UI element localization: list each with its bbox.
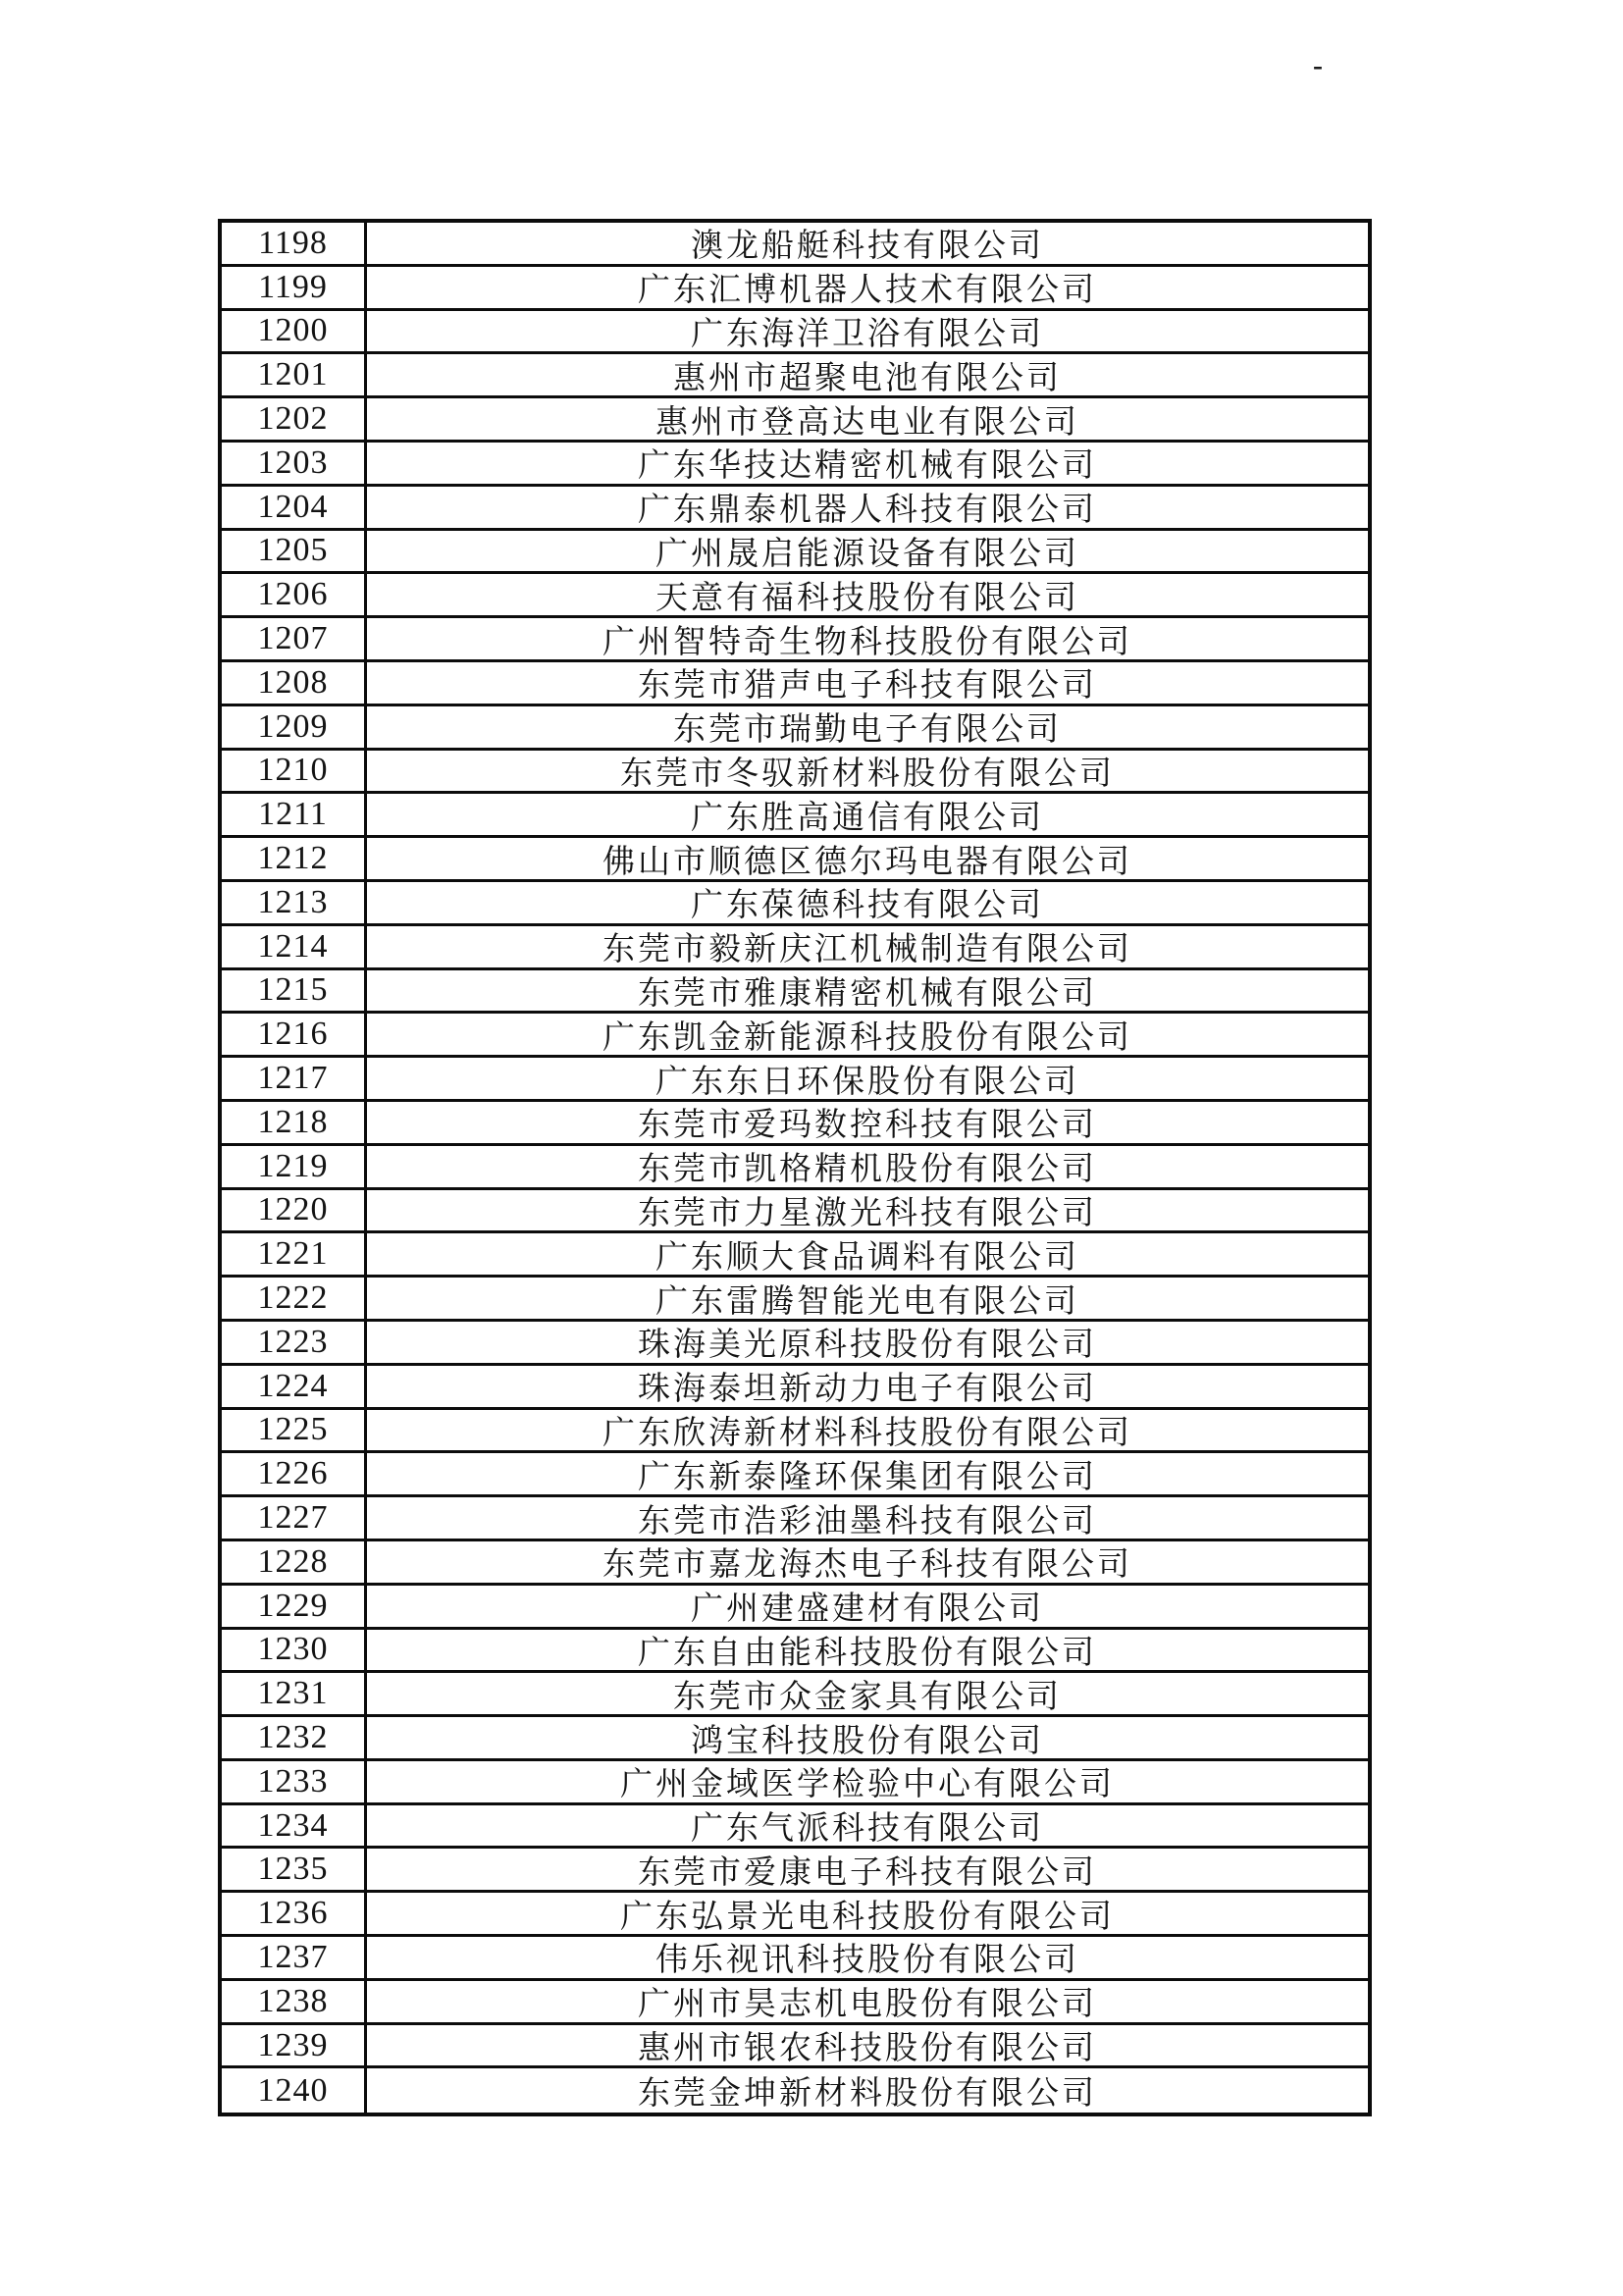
row-number: 1227 bbox=[257, 1499, 329, 1536]
company-name-cell bbox=[367, 443, 1368, 484]
table-row bbox=[222, 1761, 1368, 1805]
company-name: 惠州市银农科技股份有限公司 bbox=[638, 2031, 1097, 2067]
table-row bbox=[222, 1717, 1368, 1761]
row-number-cell bbox=[222, 706, 367, 748]
company-name: 澳龙船艇科技有限公司 bbox=[691, 229, 1044, 265]
company-name: 东莞市众金家具有限公司 bbox=[673, 1679, 1062, 1715]
company-name-cell bbox=[367, 1586, 1368, 1627]
company-name: 广东汇博机器人技术有限公司 bbox=[638, 273, 1097, 309]
table-row bbox=[222, 398, 1368, 443]
row-number: 1219 bbox=[257, 1147, 329, 1184]
company-name: 广州建盛建材有限公司 bbox=[691, 1592, 1044, 1628]
row-number-cell bbox=[222, 1410, 367, 1451]
table-row bbox=[222, 1410, 1368, 1454]
table-row bbox=[222, 1233, 1368, 1278]
company-name: 东莞市毅新庆江机械制造有限公司 bbox=[602, 932, 1132, 968]
row-number-cell bbox=[222, 223, 367, 264]
row-number: 1231 bbox=[257, 1675, 329, 1712]
row-number: 1237 bbox=[257, 1938, 329, 1975]
company-name-cell bbox=[367, 223, 1368, 264]
row-number: 1200 bbox=[257, 312, 329, 349]
table-row bbox=[222, 618, 1368, 662]
company-name-cell bbox=[367, 882, 1368, 923]
row-number: 1225 bbox=[257, 1411, 329, 1448]
table-row bbox=[222, 1805, 1368, 1850]
table-row bbox=[222, 1366, 1368, 1410]
row-number: 1215 bbox=[257, 971, 329, 1009]
table-row bbox=[222, 1453, 1368, 1497]
row-number-cell bbox=[222, 1761, 367, 1802]
company-name-cell bbox=[367, 1322, 1368, 1363]
company-name: 广东葆德科技有限公司 bbox=[691, 888, 1044, 924]
row-number: 1238 bbox=[257, 1982, 329, 2019]
row-number-cell bbox=[222, 1058, 367, 1099]
company-name-cell bbox=[367, 1717, 1368, 1758]
company-name-cell bbox=[367, 838, 1368, 879]
row-number-cell bbox=[222, 1586, 367, 1627]
table-row bbox=[222, 1146, 1368, 1190]
row-number-cell bbox=[222, 1014, 367, 1055]
table-row bbox=[222, 487, 1368, 531]
table-row bbox=[222, 1058, 1368, 1102]
table-row bbox=[222, 267, 1368, 311]
company-name: 东莞市猎声电子科技有限公司 bbox=[638, 668, 1097, 704]
row-number: 1232 bbox=[257, 1718, 329, 1755]
table-row bbox=[222, 838, 1368, 882]
company-name-cell bbox=[367, 2068, 1368, 2113]
company-name-cell bbox=[367, 1233, 1368, 1275]
company-name-cell bbox=[367, 970, 1368, 1012]
company-name: 广东顺大食品调料有限公司 bbox=[655, 1239, 1079, 1276]
row-number: 1198 bbox=[258, 224, 328, 261]
row-number: 1220 bbox=[257, 1191, 329, 1228]
row-number-cell bbox=[222, 662, 367, 704]
table-row bbox=[222, 1981, 1368, 2025]
row-number-cell bbox=[222, 1541, 367, 1583]
row-number: 1230 bbox=[257, 1631, 329, 1668]
company-name: 广州市昊志机电股份有限公司 bbox=[638, 1987, 1097, 2023]
table-row bbox=[222, 1102, 1368, 1146]
table-row bbox=[222, 1014, 1368, 1058]
row-number-cell bbox=[222, 311, 367, 352]
company-name: 天意有福科技股份有限公司 bbox=[655, 580, 1079, 616]
row-number-cell bbox=[222, 531, 367, 572]
row-number-cell bbox=[222, 1322, 367, 1363]
row-number: 1229 bbox=[257, 1587, 329, 1624]
company-name-cell bbox=[367, 751, 1368, 792]
company-name: 珠海泰坦新动力电子有限公司 bbox=[638, 1372, 1097, 1408]
company-name: 东莞市嘉龙海杰电子科技有限公司 bbox=[602, 1547, 1132, 1584]
company-name: 广州金域医学检验中心有限公司 bbox=[620, 1767, 1115, 1803]
company-name-cell bbox=[367, 1014, 1368, 1055]
company-name: 广东自由能科技股份有限公司 bbox=[638, 1635, 1097, 1671]
company-name-cell bbox=[367, 618, 1368, 659]
company-name: 广东弘景光电科技股份有限公司 bbox=[620, 1899, 1115, 1935]
table-row bbox=[222, 1322, 1368, 1366]
company-name: 广东新泰隆环保集团有限公司 bbox=[638, 1459, 1097, 1495]
company-name-cell bbox=[367, 1805, 1368, 1847]
company-name: 广东华技达精密机械有限公司 bbox=[638, 448, 1097, 485]
row-number-cell bbox=[222, 1233, 367, 1275]
row-number-cell bbox=[222, 1937, 367, 1978]
row-number-cell bbox=[222, 1278, 367, 1319]
company-name-cell bbox=[367, 1893, 1368, 1934]
company-name-cell bbox=[367, 311, 1368, 352]
row-number-cell bbox=[222, 1673, 367, 1714]
company-name-cell bbox=[367, 2025, 1368, 2066]
row-number: 1204 bbox=[257, 488, 329, 525]
row-number-cell bbox=[222, 574, 367, 615]
company-name-cell bbox=[367, 398, 1368, 440]
row-number-cell bbox=[222, 1630, 367, 1671]
row-number-cell bbox=[222, 1893, 367, 1934]
row-number-cell bbox=[222, 1849, 367, 1890]
company-name-cell bbox=[367, 1278, 1368, 1319]
company-name-cell bbox=[367, 267, 1368, 308]
row-number: 1226 bbox=[257, 1455, 329, 1492]
table-row bbox=[222, 706, 1368, 751]
row-number-cell bbox=[222, 1805, 367, 1847]
row-number: 1199 bbox=[258, 268, 328, 305]
row-number-cell bbox=[222, 970, 367, 1012]
row-number: 1222 bbox=[257, 1279, 329, 1317]
row-number-cell bbox=[222, 1366, 367, 1407]
table-row bbox=[222, 1673, 1368, 1717]
company-name: 广州晟启能源设备有限公司 bbox=[655, 536, 1079, 572]
company-name: 伟乐视讯科技股份有限公司 bbox=[655, 1943, 1079, 1979]
table-row bbox=[222, 2025, 1368, 2069]
company-name: 广东凯金新能源科技股份有限公司 bbox=[602, 1019, 1132, 1056]
row-number-cell bbox=[222, 838, 367, 879]
row-number: 1207 bbox=[257, 620, 329, 657]
table-row bbox=[222, 1586, 1368, 1630]
company-name-cell bbox=[367, 1190, 1368, 1231]
company-name-cell bbox=[367, 1981, 1368, 2022]
company-name: 广东胜高通信有限公司 bbox=[691, 800, 1044, 836]
table-row bbox=[222, 354, 1368, 398]
company-name: 广东海洋卫浴有限公司 bbox=[691, 317, 1044, 352]
row-number: 1224 bbox=[257, 1367, 329, 1404]
row-number-cell bbox=[222, 267, 367, 308]
row-number: 1208 bbox=[257, 663, 329, 701]
company-name: 东莞市爱玛数控科技有限公司 bbox=[638, 1108, 1097, 1144]
company-name-cell bbox=[367, 1058, 1368, 1099]
row-number-cell bbox=[222, 2068, 367, 2113]
company-name-cell bbox=[367, 1630, 1368, 1671]
company-name-cell bbox=[367, 1453, 1368, 1494]
row-number-cell bbox=[222, 882, 367, 923]
table-row bbox=[222, 1190, 1368, 1234]
company-name: 东莞市冬驭新材料股份有限公司 bbox=[620, 756, 1115, 792]
company-table bbox=[218, 219, 1372, 2116]
table-row bbox=[222, 882, 1368, 926]
table-row bbox=[222, 1893, 1368, 1937]
row-number: 1210 bbox=[257, 752, 329, 789]
company-name: 东莞市力星激光科技有限公司 bbox=[638, 1195, 1097, 1231]
company-name-cell bbox=[367, 1366, 1368, 1407]
company-name-cell bbox=[367, 1497, 1368, 1539]
table-row bbox=[222, 574, 1368, 618]
row-number-cell bbox=[222, 1717, 367, 1758]
company-name-cell bbox=[367, 574, 1368, 615]
company-name: 东莞市爱康电子科技有限公司 bbox=[638, 1854, 1097, 1891]
company-name: 广州智特奇生物科技股份有限公司 bbox=[602, 624, 1132, 660]
table-row bbox=[222, 1497, 1368, 1541]
row-number: 1203 bbox=[257, 444, 329, 481]
row-number-cell bbox=[222, 1102, 367, 1143]
company-name: 广东鼎泰机器人科技有限公司 bbox=[638, 493, 1097, 529]
row-number-cell bbox=[222, 794, 367, 835]
row-number-cell bbox=[222, 751, 367, 792]
table-row bbox=[222, 926, 1368, 970]
table-row bbox=[222, 1541, 1368, 1586]
row-number: 1233 bbox=[257, 1762, 329, 1800]
row-number: 1235 bbox=[257, 1851, 329, 1888]
row-number: 1206 bbox=[257, 576, 329, 613]
company-name-cell bbox=[367, 1541, 1368, 1583]
table-row bbox=[222, 794, 1368, 838]
table-row bbox=[222, 662, 1368, 706]
company-name-cell bbox=[367, 706, 1368, 748]
row-number-cell bbox=[222, 618, 367, 659]
row-number-cell bbox=[222, 1497, 367, 1539]
table-row bbox=[222, 223, 1368, 267]
row-number: 1213 bbox=[257, 883, 329, 920]
row-number-cell bbox=[222, 398, 367, 440]
company-name-cell bbox=[367, 1849, 1368, 1890]
company-name: 珠海美光原科技股份有限公司 bbox=[638, 1328, 1097, 1364]
company-name-cell bbox=[367, 926, 1368, 967]
company-name: 佛山市顺德区德尔玛电器有限公司 bbox=[602, 844, 1132, 880]
company-name-cell bbox=[367, 794, 1368, 835]
row-number-cell bbox=[222, 487, 367, 528]
table-row bbox=[222, 531, 1368, 575]
company-name: 广东欣涛新材料科技股份有限公司 bbox=[602, 1415, 1132, 1451]
row-number-cell bbox=[222, 354, 367, 395]
row-number-cell bbox=[222, 926, 367, 967]
row-number: 1205 bbox=[257, 532, 329, 569]
company-name: 惠州市登高达电业有限公司 bbox=[655, 404, 1079, 441]
company-name: 东莞市凯格精机股份有限公司 bbox=[638, 1152, 1097, 1188]
row-number-cell bbox=[222, 1190, 367, 1231]
row-number: 1202 bbox=[257, 400, 329, 438]
table-row bbox=[222, 443, 1368, 487]
row-number-cell bbox=[222, 1146, 367, 1187]
row-number-cell bbox=[222, 443, 367, 484]
company-name: 东莞市浩彩油墨科技有限公司 bbox=[638, 1503, 1097, 1539]
company-name: 广东东日环保股份有限公司 bbox=[655, 1064, 1079, 1100]
row-number: 1209 bbox=[257, 707, 329, 745]
table-row bbox=[222, 1278, 1368, 1322]
company-name: 东莞市瑞勤电子有限公司 bbox=[673, 712, 1062, 749]
company-name: 鸿宝科技股份有限公司 bbox=[691, 1723, 1044, 1759]
row-number-cell bbox=[222, 1981, 367, 2022]
row-number: 1239 bbox=[257, 2026, 329, 2063]
row-number: 1218 bbox=[257, 1103, 329, 1140]
row-number: 1221 bbox=[257, 1235, 329, 1273]
table-row bbox=[222, 1849, 1368, 1893]
row-number: 1228 bbox=[257, 1542, 329, 1580]
company-name-cell bbox=[367, 1937, 1368, 1978]
company-name-cell bbox=[367, 1673, 1368, 1714]
company-name-cell bbox=[367, 1410, 1368, 1451]
row-number: 1201 bbox=[257, 356, 329, 393]
table-row bbox=[222, 311, 1368, 355]
company-name: 惠州市超聚电池有限公司 bbox=[673, 360, 1062, 396]
company-name: 东莞市雅康精密机械有限公司 bbox=[638, 975, 1097, 1012]
row-number: 1223 bbox=[257, 1323, 329, 1360]
row-number: 1240 bbox=[257, 2071, 329, 2109]
row-number: 1214 bbox=[257, 927, 329, 965]
table-row bbox=[222, 1937, 1368, 1981]
row-number: 1216 bbox=[257, 1016, 329, 1053]
company-name: 东莞金坤新材料股份有限公司 bbox=[638, 2076, 1097, 2113]
row-number: 1211 bbox=[258, 796, 328, 833]
company-name-cell bbox=[367, 487, 1368, 528]
table-row bbox=[222, 2068, 1368, 2113]
table-row bbox=[222, 970, 1368, 1015]
company-name-cell bbox=[367, 662, 1368, 704]
scan-artifact-dash: - bbox=[1313, 49, 1323, 81]
company-name-cell bbox=[367, 1761, 1368, 1802]
row-number: 1234 bbox=[257, 1806, 329, 1844]
company-name: 广东气派科技有限公司 bbox=[691, 1811, 1044, 1848]
row-number: 1217 bbox=[257, 1060, 329, 1097]
row-number: 1212 bbox=[257, 840, 329, 877]
row-number: 1236 bbox=[257, 1895, 329, 1932]
row-number-cell bbox=[222, 2025, 367, 2066]
row-number-cell bbox=[222, 1453, 367, 1494]
company-name-cell bbox=[367, 1102, 1368, 1143]
company-name-cell bbox=[367, 354, 1368, 395]
company-name-cell bbox=[367, 531, 1368, 572]
company-name-cell bbox=[367, 1146, 1368, 1187]
table-row bbox=[222, 751, 1368, 795]
company-name: 广东雷腾智能光电有限公司 bbox=[655, 1283, 1079, 1320]
table-row bbox=[222, 1630, 1368, 1674]
